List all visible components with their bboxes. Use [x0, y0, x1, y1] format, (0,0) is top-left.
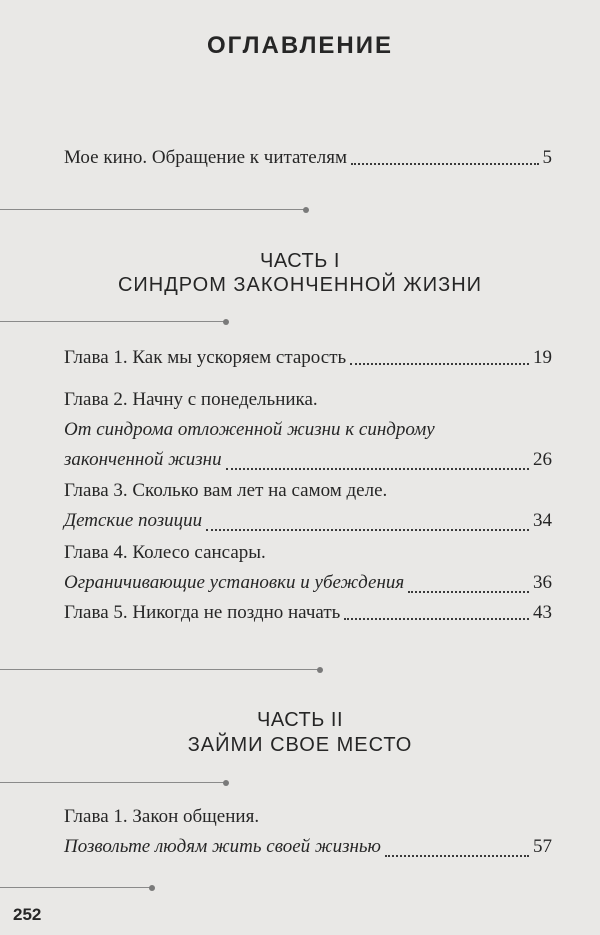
entry-subtitle: Детские позиции [64, 510, 203, 531]
entry-title: Глава 4. Колесо сансары. [64, 542, 266, 563]
toc-entry-p1-ch4[interactable] [64, 538, 552, 598]
toc-entry-p1-ch3[interactable] [64, 476, 552, 536]
divider-rule [0, 782, 226, 783]
dot-leader [226, 467, 529, 470]
dot-leader [344, 617, 529, 620]
page-title: ОГЛАВЛЕНИЕ [206, 32, 394, 59]
entry-page: 36 [533, 572, 552, 593]
divider-dot [303, 207, 309, 213]
entry-subtitle: Ограничивающие установки и убеждения [64, 572, 405, 593]
entry-page: 43 [533, 602, 552, 623]
dot-leader [351, 162, 539, 165]
divider-dot [149, 885, 155, 891]
part-2-label: ЧАСТЬ II [256, 709, 344, 731]
divider-rule [0, 209, 306, 210]
entry-title: Глава 2. Начну с понедельника. [64, 389, 318, 410]
entry-page: 57 [533, 836, 552, 857]
entry-title: Глава 1. Как мы ускоряем старость [64, 347, 347, 368]
entry-page: 5 [542, 147, 552, 168]
entry-subtitle: Позвольте людям жить своей жизнью [64, 836, 381, 857]
page-number: 252 [13, 905, 42, 924]
part-1-title: СИНДРОМ ЗАКОНЧЕННОЙ ЖИЗНИ [117, 274, 483, 296]
divider-dot [223, 780, 229, 786]
dot-leader [206, 528, 529, 531]
entry-page: 34 [533, 510, 552, 531]
toc-entry-intro[interactable] [64, 146, 552, 170]
dot-leader [350, 362, 529, 365]
toc-entry-p2-ch1[interactable] [64, 802, 552, 862]
dot-leader [408, 590, 529, 593]
entry-title: Глава 5. Никогда не поздно начать [64, 602, 341, 623]
entry-title: Глава 3. Сколько вам лет на самом деле. [64, 480, 388, 501]
entry-title: Глава 1. Закон общения. [64, 806, 260, 827]
part-1-label: ЧАСТЬ I [260, 250, 340, 272]
divider-rule [0, 887, 152, 888]
toc-entry-p1-ch2[interactable] [64, 385, 552, 475]
divider-rule [0, 321, 226, 322]
entry-page: 26 [533, 449, 552, 470]
entry-subtitle: От синдрома отложенной жизни к синдрому [64, 419, 435, 440]
part-2-title: ЗАЙМИ СВОЕ МЕСТО [187, 734, 413, 756]
divider-rule [0, 669, 320, 670]
dot-leader [385, 854, 529, 857]
toc-entry-p1-ch5[interactable] [64, 601, 552, 625]
entry-page: 19 [533, 347, 552, 368]
divider-dot [317, 667, 323, 673]
entry-title: Мое кино. Обращение к читателям [64, 147, 347, 168]
divider-dot [223, 319, 229, 325]
toc-entry-p1-ch1[interactable] [64, 346, 552, 370]
entry-subtitle: законченной жизни [64, 449, 222, 470]
